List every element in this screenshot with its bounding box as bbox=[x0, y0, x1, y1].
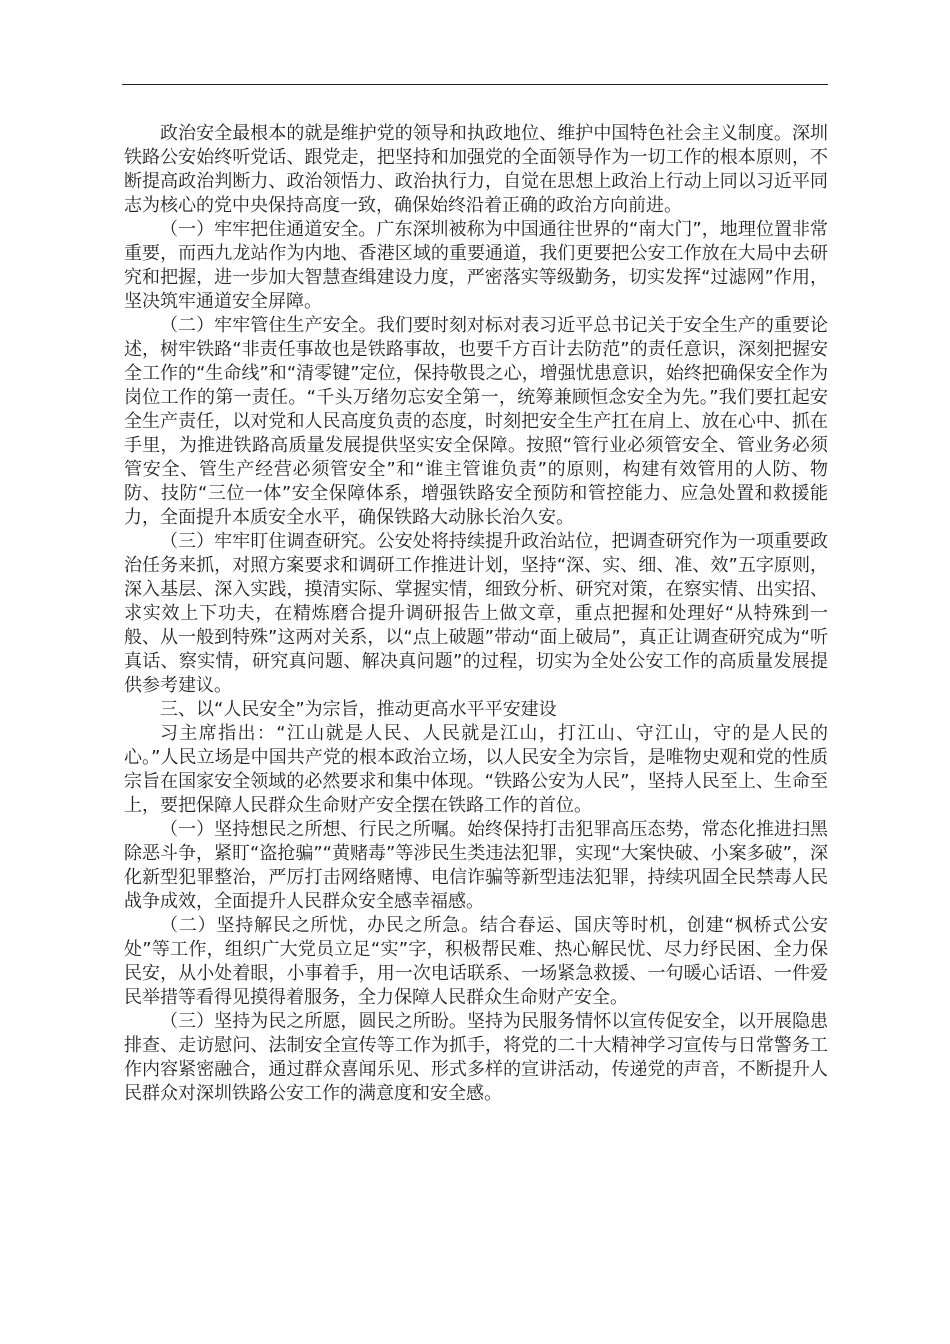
paragraph-solve-worries: （二）坚持解民之所忧，办民之所急。结合春运、国庆等时机，创建“枫桥式公安处”等工作，组织广大党员立足“实”字，积极帮民难、热心解民忧、尽力纾民困、全力保民安，从小处着眼，小事着手，用一次电话联系、一场紧急救援、一句暖心话语、一件爱民举措等看得见摸得着服务，全力保障人民群众生命财产安全。 bbox=[124, 915, 828, 1008]
paragraph-investigation-research: （三）牢牢盯住调查研究。公安处将持续提升政治站位，把调查研究作为一项重要政治任务来抓，对照方案要求和调研工作推进计划，坚持“深、实、细、准、效”五字原则，深入基层、深入实践，摸清实际、掌握实情，细致分析、研究对策，在察实情、出实招、求实效上下功夫，在精炼磨合提升调研报告上做文章，重点把握和处理好“从特殊到一般、从一般到特殊”这两对关系，以“点上破题”带动“面上破局”，真正让调查研究成为“听真话、察实情，研究真问题、解决真问题”的过程，切实为全处公安工作的高质量发展提供参考建议。 bbox=[124, 531, 828, 696]
paragraph-channel-security: （一）牢牢把住通道安全。广东深圳被称为中国通往世界的“南大门”，地理位置非常重要，而西九龙站作为内地、香港区域的重要通道，我们更要把公安工作放在大局中去研究和把握，进一步加大智慧查缉建设力度，严密落实等级勤务，切实发挥“过滤网”作用，坚决筑牢通道安全屏障。 bbox=[124, 219, 828, 312]
paragraph-people-stance: 习主席指出：“江山就是人民、人民就是江山，打江山、守江山，守的是人民的心。”人民立场是中国共产党的根本政治立场，以人民安全为宗旨，是唯物史观和党的性质宗旨在国家安全领域的必然要求和集中体现。“铁路公安为人民”，坚持人民至上、生命至上，要把保障人民群众生命财产安全摆在铁路工作的首位。 bbox=[124, 723, 828, 816]
paragraph-political-security: 政治安全最根本的就是维护党的领导和执政地位、维护中国特色社会主义制度。深圳铁路公安始终听党话、跟党走，把坚持和加强党的全面领导作为一切工作的根本原则，不断提高政治判断力、政治领悟力、政治执行力，自觉在思想上政治上行动上同以习近平同志为核心的党中央保持高度一致，确保始终沿着正确的政治方向前进。 bbox=[124, 123, 828, 216]
header-rule bbox=[122, 84, 828, 85]
paragraph-fight-crime: （一）坚持想民之所想、行民之所嘱。始终保持打击犯罪高压态势，常态化推进扫黑除恶斗争，紧盯“盗抢骗”“黄赌毒”等涉民生类违法犯罪，实现“大案快破、小案多破”，深化新型犯罪整治，严厉打击网络赌博、电信诈骗等新型违法犯罪，持续巩固全民禁毒人民战争成效，全面提升人民群众安全感幸福感。 bbox=[124, 819, 828, 912]
section-heading-people-security: 三、以“人民安全”为宗旨，推动更高水平平安建设 bbox=[160, 699, 557, 720]
paragraph-production-safety: （二）牢牢管住生产安全。我们要时刻对标对表习近平总书记关于安全生产的重要论述，树牢铁路“非责任事故也是铁路事故，也要千方百计去防范”的责任意识，深刻把握安全工作的“生命线”和“清零键”定位，保持敬畏之心，增强忧患意识，始终把确保安全作为岗位工作的第一责任。“千头万绪勿忘安全第一，统筹兼顾恒念安全为先。”我们要扛起安全生产责任，以对党和人民高度负责的态度，时刻把安全生产扛在肩上、放在心中、抓在手里，为推进铁路高质量发展提供坚实安全保障。按照“管行业必须管安全、管业务必须管安全、管生产经营必须管安全”和“谁主管谁负责”的原则，构建有效管用的人防、物防、技防“三位一体”安全保障体系，增强铁路安全预防和管控能力、应急处置和救援能力，全面提升本质安全水平，确保铁路大动脉长治久安。 bbox=[124, 315, 828, 528]
paragraph-fulfill-wishes: （三）坚持为民之所愿，圆民之所盼。坚持为民服务情怀以宣传促安全，以开展隐患排查、走访慰问、法制安全宣传等工作为抓手，将党的二十大精神学习宣传与日常警务工作内容紧密融合，通过群众喜闻乐见、形式多样的宣讲活动，传递党的声音，不断提升人民群众对深圳铁路公安工作的满意度和安全感。 bbox=[124, 1011, 828, 1104]
document-body bbox=[124, 122, 828, 1106]
